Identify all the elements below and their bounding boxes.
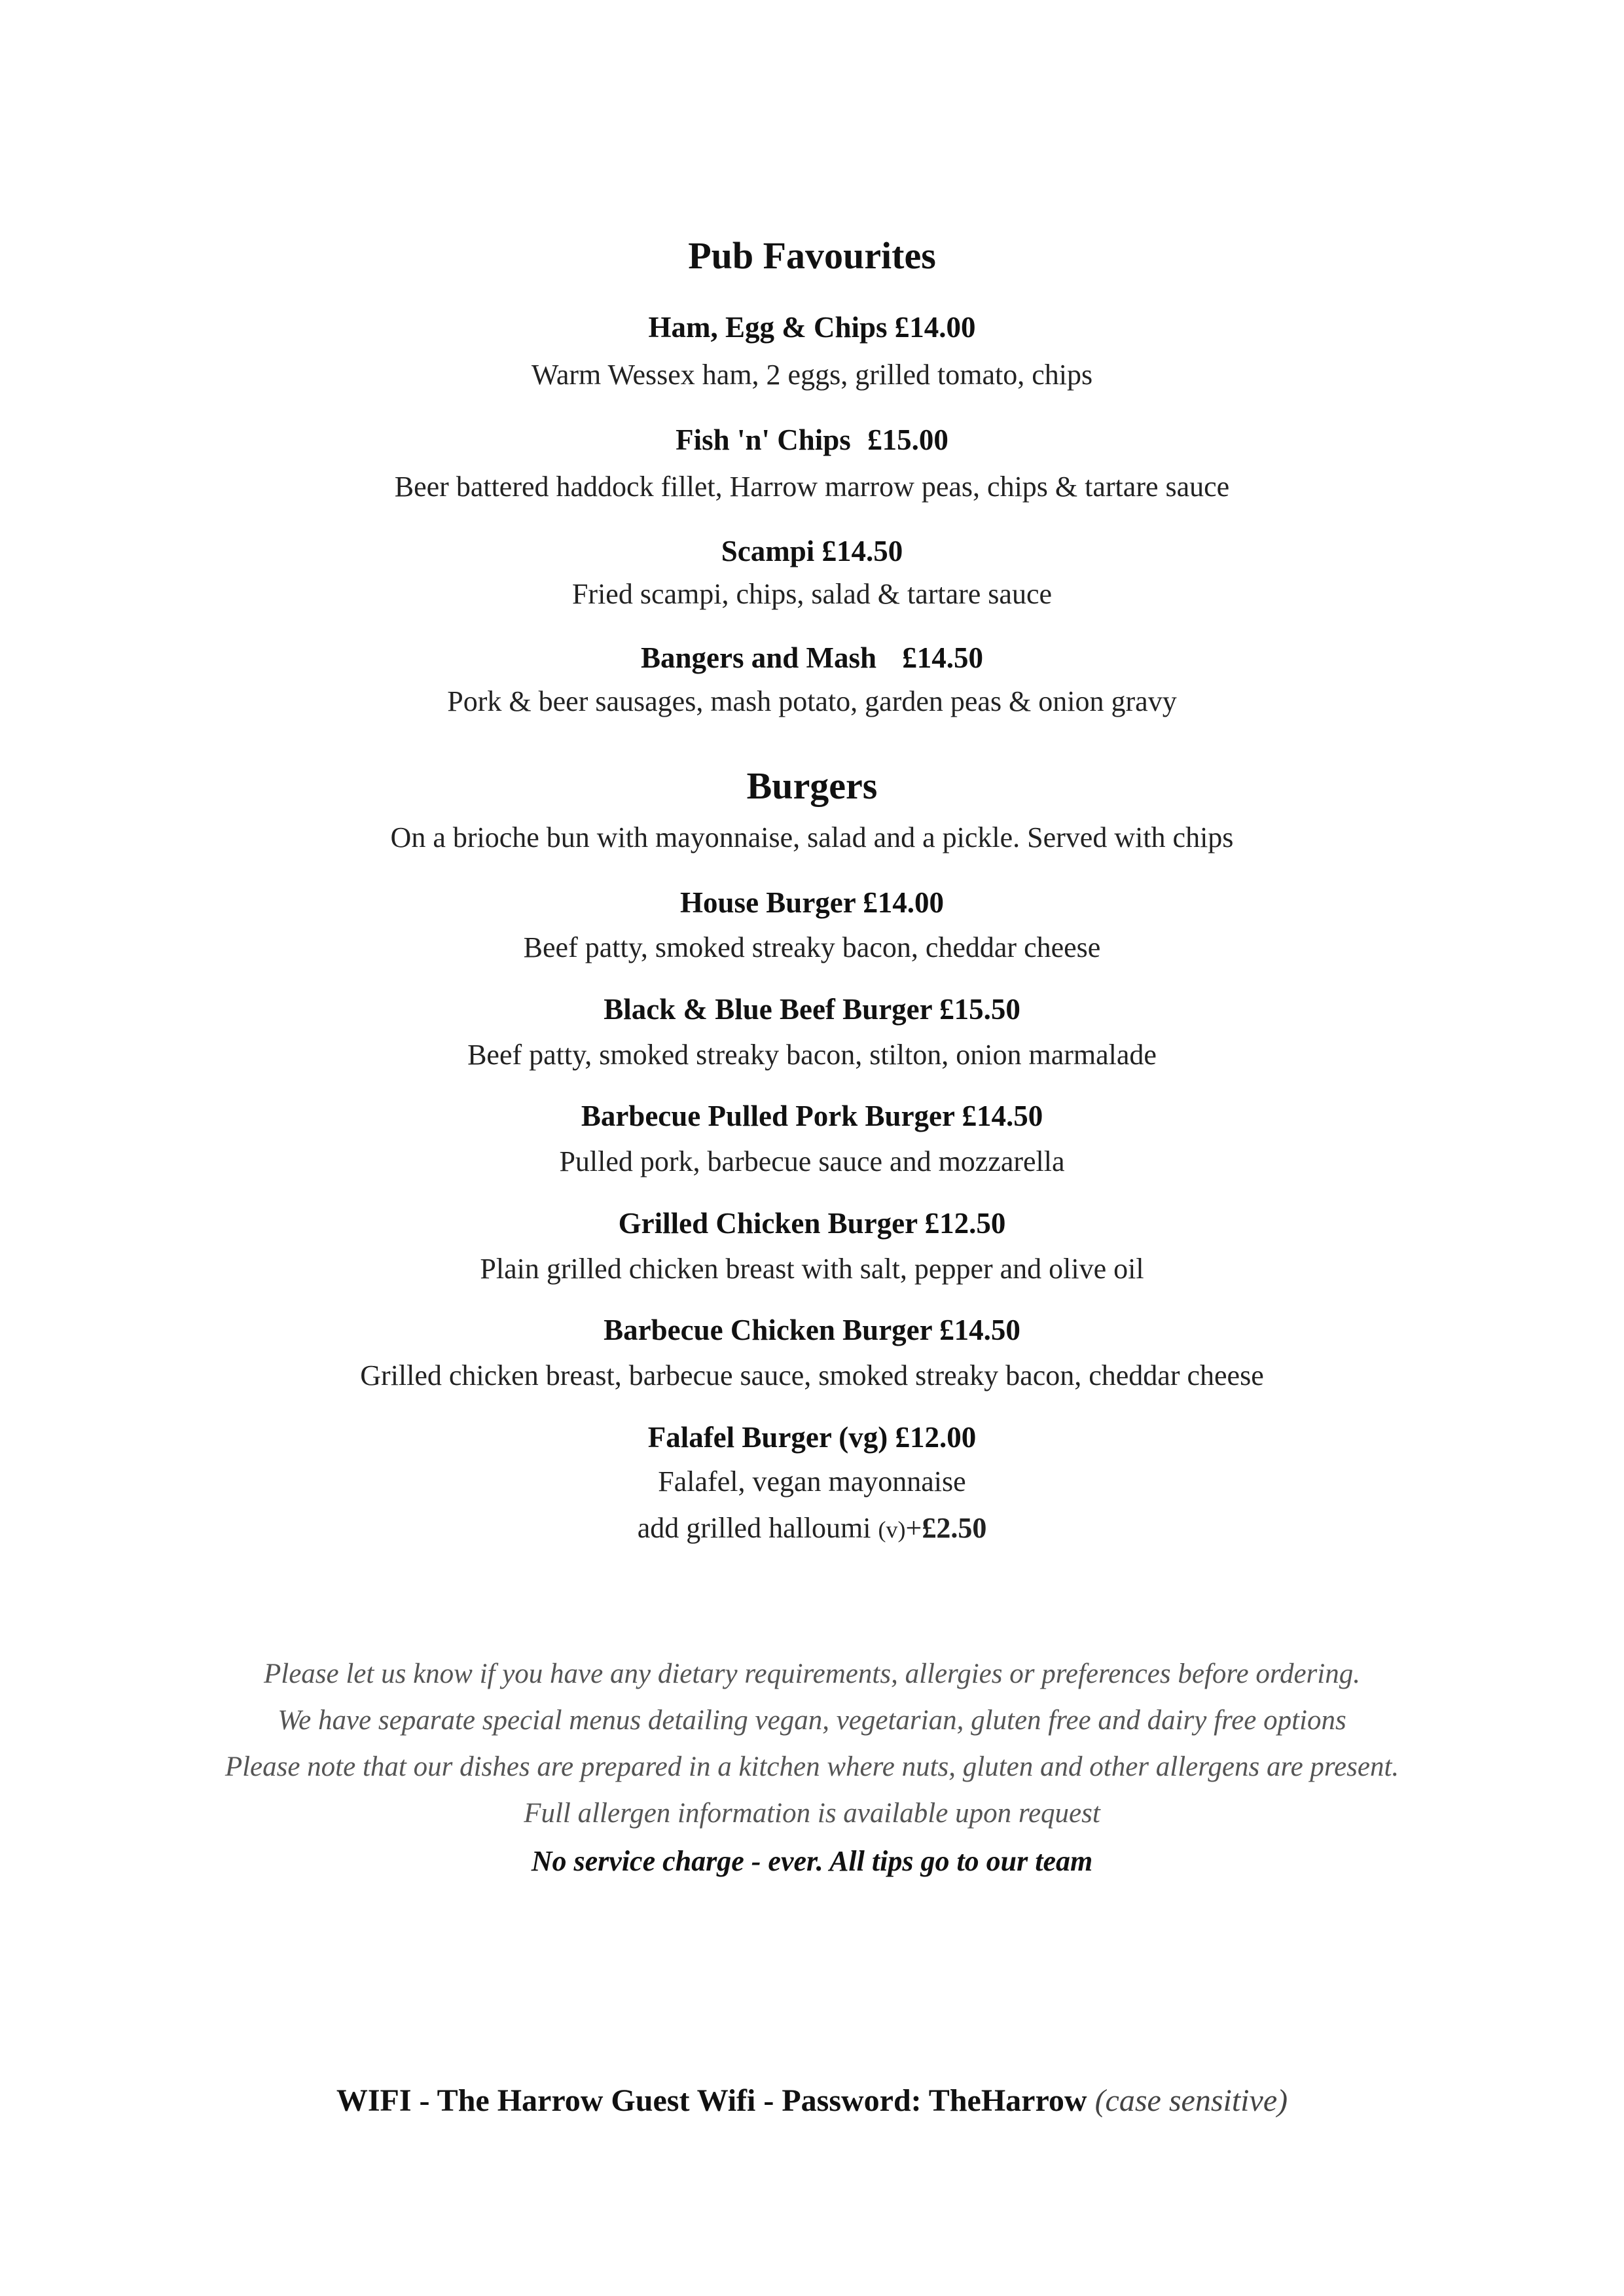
item-price: £14.50 [902,641,984,674]
item-price: £14.50 [962,1100,1043,1132]
item-price: £14.50 [939,1314,1020,1346]
item-name: Grilled Chicken Burger [618,1207,918,1240]
item-name: Black & Blue Beef Burger [604,993,932,1026]
wifi-label: WIFI - The Harrow Guest Wifi - Password: TheHarrow [336,2083,1087,2118]
wifi-note: (case sensitive) [1094,2083,1288,2118]
menu-item-description: Beef patty, smoked streaky bacon, stilton, onion marmalade [467,1039,1157,1071]
item-name: Bangers and Mash [640,641,877,674]
item-name: Falafel Burger (vg) [647,1421,888,1454]
item-price: £14.00 [894,311,976,344]
menu-item-title [0,1423,1624,1452]
menu-item-title [0,1102,1624,1131]
service-charge-note: No service charge - ever. All tips go to our team [531,1845,1093,1877]
menu-item-description: Plain grilled chicken breast with salt, pepper and olive oil [480,1253,1144,1285]
menu-item-description: Pork & beer sausages, mash potato, garden peas & onion gravy [447,685,1177,717]
menu-item-title [0,1316,1624,1345]
addon-text: add grilled halloumi [637,1512,871,1544]
addon-line [0,1514,1624,1543]
menu-item-title [0,425,1624,455]
item-price: £15.50 [939,993,1020,1026]
menu-item-title [0,643,1624,673]
item-price: £14.50 [821,535,903,567]
menu-item-title [0,313,1624,342]
item-name: Ham, Egg & Chips [648,311,888,344]
addon-price: £2.50 [922,1512,987,1544]
item-name: House Burger [680,886,856,919]
menu-item-description: Pulled pork, barbecue sauce and mozzarella [559,1145,1065,1177]
dietary-note: We have separate special menus detailing vegan, vegetarian, gluten free and dairy free options [278,1705,1346,1736]
menu-item-title [0,888,1624,918]
menu-item-description: Beef patty, smoked streaky bacon, cheddar cheese [523,931,1101,963]
dietary-note: Full allergen information is available upon request [524,1798,1100,1829]
wifi-info [0,2085,1624,2117]
item-price: £15.00 [867,423,948,456]
section-intro: On a brioche bun with mayonnaise, salad and a pickle. Served with chips [390,821,1234,853]
item-price: £12.00 [895,1421,977,1454]
addon-plus: + [905,1512,922,1544]
item-price: £14.00 [863,886,944,919]
menu-item-description: Grilled chicken breast, barbecue sauce, smoked streaky bacon, cheddar cheese [360,1359,1264,1391]
menu-item-title [0,537,1624,566]
dietary-note: Please note that our dishes are prepared in a kitchen where nuts, gluten and other allergens are present. [225,1751,1399,1782]
item-name: Scampi [721,535,815,567]
section-title-pub-favourites: Pub Favourites [688,234,936,277]
item-name: Barbecue Pulled Pork Burger [581,1100,955,1132]
dietary-note: Please let us know if you have any dietary requirements, allergies or preferences before ordering. [263,1659,1360,1689]
addon-tag: (v) [878,1516,906,1543]
menu-item-description: Warm Wessex ham, 2 eggs, grilled tomato, chips [531,359,1093,391]
item-name: Barbecue Chicken Burger [604,1314,932,1346]
menu-item-description: Beer battered haddock fillet, Harrow marrow peas, chips & tartare sauce [394,471,1230,503]
menu-item-description: Falafel, vegan mayonnaise [658,1465,966,1498]
item-price: £12.50 [924,1207,1006,1240]
menu-item-title [0,1209,1624,1238]
menu-item-description: Fried scampi, chips, salad & tartare sauce [571,578,1053,610]
section-title-burgers: Burgers [746,764,878,807]
menu-item-title [0,995,1624,1024]
item-name: Fish 'n' Chips [676,423,851,456]
